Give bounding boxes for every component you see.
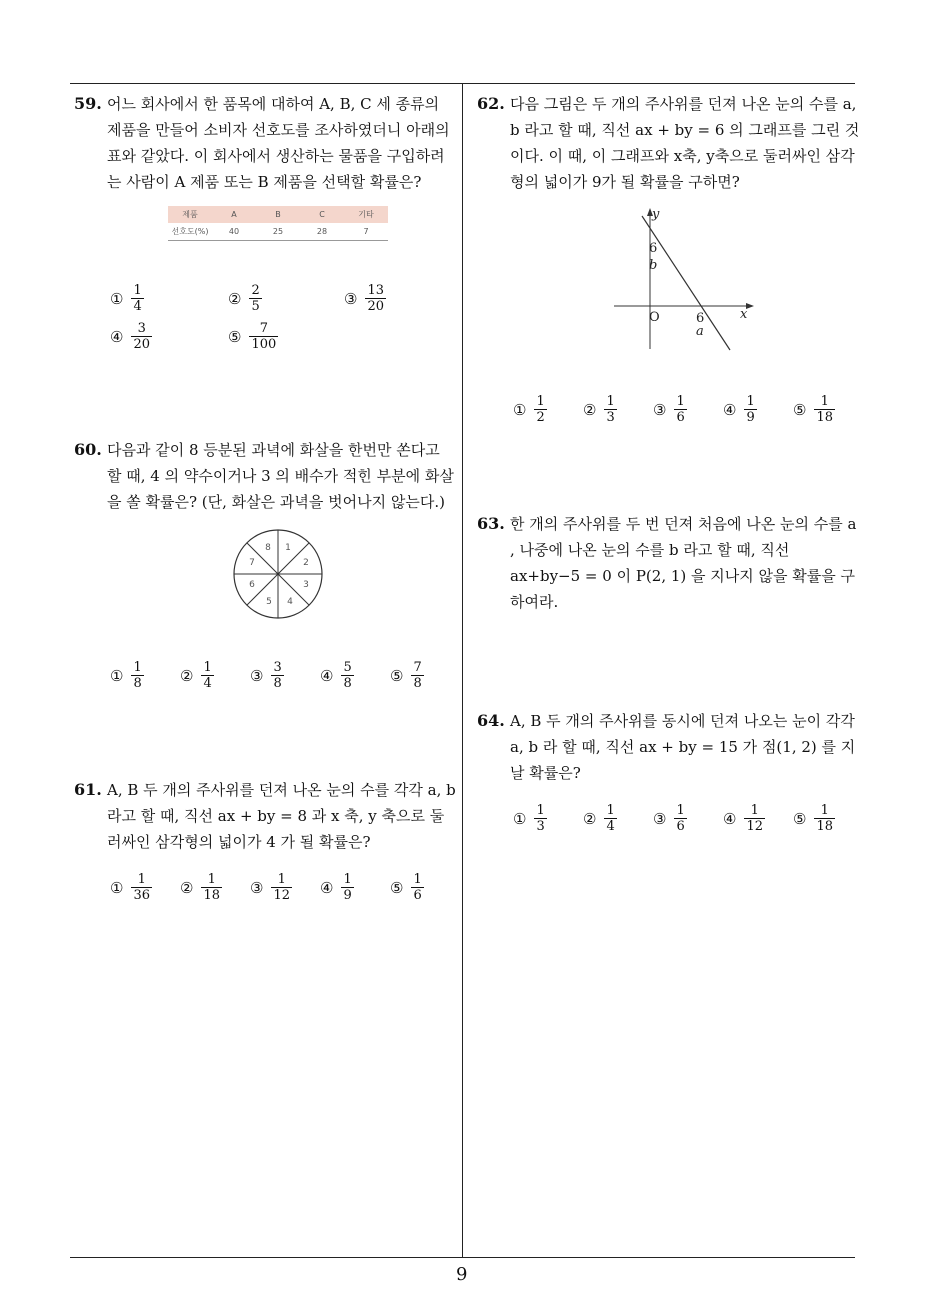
numerator: 3 (273, 660, 282, 675)
numerator: 1 (207, 872, 216, 887)
numerator: 2 (251, 283, 260, 298)
denominator: 2 (536, 410, 545, 425)
choice-option[interactable] (110, 321, 152, 352)
choice-option[interactable] (390, 872, 424, 903)
fraction (604, 394, 616, 425)
choice-mark: ④ (110, 327, 124, 346)
fraction (814, 394, 835, 425)
fraction (411, 660, 423, 691)
denominator: 12 (273, 888, 290, 903)
denominator: 8 (133, 676, 142, 691)
choice-option[interactable] (583, 394, 617, 425)
fraction (411, 872, 423, 903)
numerator: 1 (536, 803, 545, 818)
target-label: 1 (285, 543, 291, 553)
denominator: 12 (746, 819, 763, 834)
choice-mark: ④ (723, 809, 737, 828)
fraction (249, 321, 278, 352)
choice-mark: ① (513, 809, 527, 828)
choice-option[interactable] (793, 394, 835, 425)
choice-option[interactable] (180, 872, 222, 903)
choice-option[interactable] (793, 803, 835, 834)
choice-mark: ④ (320, 666, 334, 685)
choice-mark: ① (513, 400, 527, 419)
denominator: 8 (343, 676, 352, 691)
numerator: 1 (820, 394, 829, 409)
numerator: 1 (413, 872, 422, 887)
numerator: 3 (137, 321, 146, 336)
fraction (365, 283, 386, 314)
choice-mark: ③ (653, 809, 667, 828)
page-number: 9 (456, 1264, 468, 1285)
choice-option[interactable] (320, 660, 354, 691)
choice-option[interactable] (653, 803, 687, 834)
table-header-cell: 제품 (168, 206, 212, 223)
choice-mark: ② (228, 289, 242, 308)
fraction (674, 394, 686, 425)
numerator: 1 (536, 394, 545, 409)
target-label: 8 (265, 543, 271, 553)
table-value-cell: 선호도(%) (168, 223, 212, 241)
choice-option[interactable] (180, 660, 214, 691)
table-value-cell: 40 (212, 223, 256, 241)
choice-mark: ① (110, 878, 124, 897)
x-intercept-numerator: 6 (696, 311, 705, 326)
question-text: 다음 그림은 두 개의 주사위를 던져 나온 눈의 수를 a, b 라고 할 때, 직선 ax + by = 6 의 그래프를 그린 것이다. 이 때, 이 그래프와 x축, y축으로 둘러싸인 삼각형의 넓이가 9가 될 확률을 구하면? (510, 95, 860, 191)
question-text: 한 개의 주사위를 두 번 던져 처음에 나온 눈의 수를 a , 나중에 나온 눈의 수를 b 라고 할 때, 직선 ax+by−5 = 0 이 P(2, 1) 을 지나지 않을 확률을 구하여라. (510, 515, 857, 611)
choice-option[interactable] (723, 803, 765, 834)
question-text: 어느 회사에서 한 품목에 대하여 A, B, C 세 종류의 제품을 만들어 소비자 선호도를 조사하였더니 아래의 표와 같았다. 이 회사에서 생산하는 물품을 구입하려는 사람이 A 제품 또는 B 제품을 선택할 확률은? (107, 95, 450, 191)
column-divider (462, 83, 463, 1258)
choice-mark: ⑤ (390, 878, 404, 897)
choice-mark: ② (583, 400, 597, 419)
choice-option[interactable] (513, 394, 547, 425)
choice-mark: ⑤ (390, 666, 404, 685)
numerator: 1 (676, 394, 685, 409)
numerator: 1 (137, 872, 146, 887)
question-text: 다음과 같이 8 등분된 과녁에 화살을 한번만 쏜다고 할 때, 4 의 약수이거나 3 의 배수가 적힌 부분에 화살을 쏠 확률은? (단, 화살은 과녁을 벗어나지 않는다.) (107, 441, 454, 511)
fraction (131, 872, 152, 903)
choice-option[interactable] (390, 660, 424, 691)
choice-option[interactable] (250, 872, 292, 903)
numerator: 1 (133, 660, 142, 675)
choice-mark: ① (110, 289, 124, 308)
fraction (201, 872, 222, 903)
denominator: 4 (606, 819, 615, 834)
denominator: 9 (746, 410, 755, 425)
fraction (744, 394, 756, 425)
question-64 (477, 708, 861, 786)
table-value-cell: 7 (344, 223, 388, 241)
target-label: 2 (303, 558, 309, 568)
denominator: 9 (343, 888, 352, 903)
target-label: 6 (249, 580, 255, 590)
dartboard-target (232, 528, 324, 620)
denominator: 6 (676, 410, 685, 425)
choice-mark: ④ (723, 400, 737, 419)
denominator: 4 (133, 299, 142, 314)
numerator: 1 (133, 283, 142, 298)
fraction (271, 872, 292, 903)
table-header-cell: B (256, 206, 300, 223)
question-number: 60. (74, 440, 102, 459)
fraction (744, 803, 765, 834)
question-number: 64. (477, 711, 505, 730)
target-label: 4 (287, 597, 293, 607)
numerator: 1 (277, 872, 286, 887)
numerator: 1 (746, 394, 755, 409)
denominator: 100 (251, 337, 277, 352)
choice-option[interactable] (228, 321, 278, 352)
choice-mark: ③ (250, 878, 264, 897)
choice-option[interactable] (228, 283, 262, 314)
fraction (131, 660, 143, 691)
choice-mark: ③ (344, 289, 358, 308)
denominator: 8 (273, 676, 282, 691)
choice-mark: ① (110, 666, 124, 685)
question-number: 62. (477, 94, 505, 113)
choice-mark: ⑤ (228, 327, 242, 346)
fraction (534, 394, 546, 425)
numerator: 5 (343, 660, 352, 675)
choice-mark: ⑤ (793, 809, 807, 828)
choice-option[interactable] (250, 660, 284, 691)
choice-mark: ⑤ (793, 400, 807, 419)
choice-option[interactable] (583, 803, 617, 834)
numerator: 1 (820, 803, 829, 818)
target-label: 7 (249, 558, 255, 568)
fraction (604, 803, 616, 834)
fraction (271, 660, 283, 691)
question-number: 59. (74, 94, 102, 113)
target-label: 3 (303, 580, 309, 590)
line-graph (610, 204, 760, 354)
denominator: 6 (413, 888, 422, 903)
numerator: 1 (750, 803, 759, 818)
choice-mark: ② (180, 878, 194, 897)
question-61 (74, 777, 458, 855)
denominator: 18 (203, 888, 220, 903)
y-intercept-numerator: 6 (649, 241, 658, 256)
question-60 (74, 437, 458, 515)
y-axis-label: y (652, 207, 660, 222)
question-text: A, B 두 개의 주사위를 동시에 던져 나오는 눈이 각각 a, b 라 할 때, 직선 ax + by = 15 가 점(1, 2) 를 지날 확률은? (510, 712, 856, 782)
choice-mark: ② (583, 809, 597, 828)
denominator: 36 (133, 888, 150, 903)
denominator: 18 (816, 410, 833, 425)
bottom-rule (70, 1257, 855, 1258)
numerator: 1 (606, 803, 615, 818)
denominator: 4 (203, 676, 212, 691)
fraction (534, 803, 546, 834)
target-label: 5 (266, 597, 272, 607)
fraction (814, 803, 835, 834)
y-intercept-denominator: b (649, 258, 658, 273)
question-text: A, B 두 개의 주사위를 던져 나온 눈의 수를 각각 a, b 라고 할 때, 직선 ax + by = 8 과 x 축, y 축으로 둘러싸인 삼각형의 넓이가 4 가 될 확률은? (107, 781, 456, 851)
table-header-cell: C (300, 206, 344, 223)
choice-option[interactable] (110, 660, 144, 691)
question-59 (74, 91, 458, 195)
question-number: 61. (74, 780, 102, 799)
denominator: 3 (536, 819, 545, 834)
denominator: 6 (676, 819, 685, 834)
fraction (249, 283, 261, 314)
denominator: 3 (606, 410, 615, 425)
fraction (341, 872, 353, 903)
denominator: 18 (816, 819, 833, 834)
numerator: 7 (259, 321, 268, 336)
choice-mark: ② (180, 666, 194, 685)
fraction (131, 321, 152, 352)
numerator: 1 (676, 803, 685, 818)
table-value-cell: 28 (300, 223, 344, 241)
denominator: 8 (413, 676, 422, 691)
numerator: 13 (367, 283, 384, 298)
fraction (341, 660, 353, 691)
choice-option[interactable] (723, 394, 757, 425)
choice-option[interactable] (653, 394, 687, 425)
table-header-cell: A (212, 206, 256, 223)
fraction (201, 660, 213, 691)
choice-option[interactable] (320, 872, 354, 903)
choice-option[interactable] (110, 872, 152, 903)
x-intercept-denominator: a (696, 324, 704, 339)
choice-mark: ④ (320, 878, 334, 897)
denominator: 20 (133, 337, 150, 352)
numerator: 1 (203, 660, 212, 675)
numerator: 1 (606, 394, 615, 409)
question-62 (477, 91, 861, 195)
choice-option[interactable] (344, 283, 386, 314)
fraction (131, 283, 143, 314)
numerator: 7 (413, 660, 422, 675)
question-63 (477, 511, 861, 615)
numerator: 1 (343, 872, 352, 887)
denominator: 5 (251, 299, 260, 314)
choice-option[interactable] (513, 803, 547, 834)
table-value-cell: 25 (256, 223, 300, 241)
choice-option[interactable] (110, 283, 144, 314)
x-axis-label: x (740, 307, 748, 322)
origin-label: O (649, 310, 660, 325)
question-number: 63. (477, 514, 505, 533)
preference-table (168, 206, 388, 241)
choice-mark: ③ (653, 400, 667, 419)
denominator: 20 (367, 299, 384, 314)
fraction (674, 803, 686, 834)
table-header-cell: 기타 (344, 206, 388, 223)
choice-mark: ③ (250, 666, 264, 685)
